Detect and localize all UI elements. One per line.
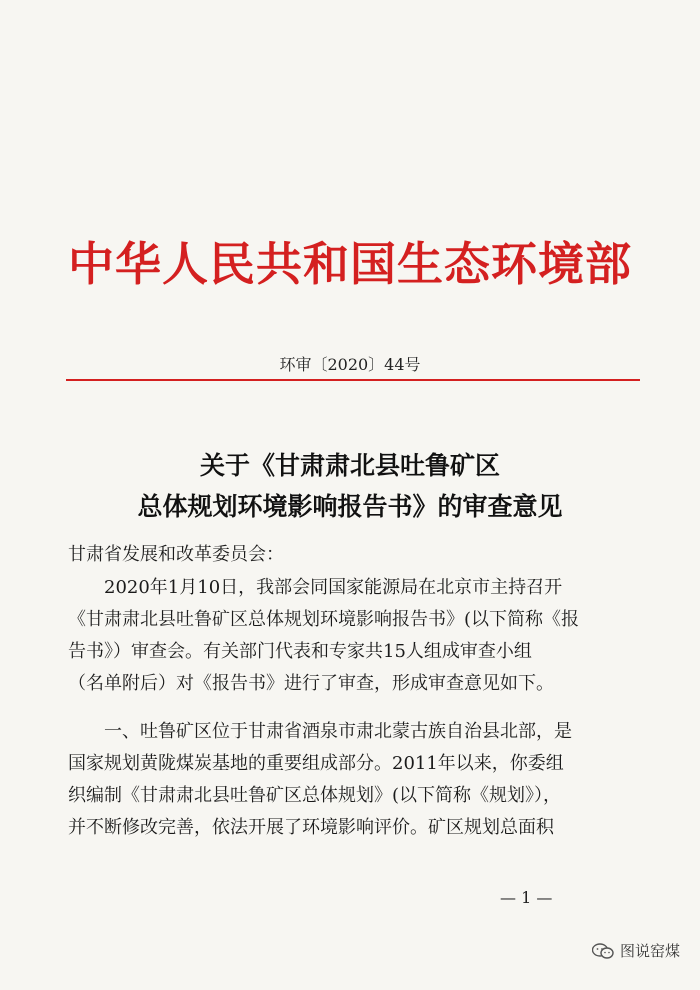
document-title-line2: 总体规划环境影响报告书》的审查意见 <box>137 492 563 521</box>
paragraph-1 <box>68 572 634 700</box>
paragraph-2-line: 国家规划黄陇煤炭基地的重要组成部分。2011年以来，你委组 <box>68 753 564 774</box>
paragraph-2-line: 织编制《甘肃肃北县吐鲁矿区总体规划》(以下简称《规划》）， <box>68 785 562 806</box>
document-number: 环审〔2020〕44号 <box>279 355 421 374</box>
paragraph-1-line: （名单附后）对《报告书》进行了审查，形成审查意见如下。 <box>68 673 554 694</box>
paragraph-1-line: 2020年1月10日，我部会同国家能源局在北京市主持召开 <box>104 577 563 598</box>
paragraph-1-line: 《甘肃肃北县吐鲁矿区总体规划环境影响报告书》(以下简称《报 <box>68 609 580 630</box>
page-number: — 1 — <box>500 888 553 907</box>
paragraph-2-line: 并不断修改完善，依法开展了环境影响评价。矿区规划总面积 <box>68 817 554 838</box>
salutation: 甘肃省发展和改革委员会： <box>68 544 284 565</box>
watermark <box>592 940 680 961</box>
letterhead: 中华人民共和国生态环境部 <box>68 237 632 291</box>
red-divider-line <box>66 379 640 381</box>
paragraph-2 <box>68 716 634 844</box>
document-title-line1: 关于《甘肃肃北县吐鲁矿区 <box>199 451 500 480</box>
wechat-icon <box>592 943 614 959</box>
watermark-text: 图说窑煤 <box>620 942 681 960</box>
paragraph-2-line: 一、吐鲁矿区位于甘肃省酒泉市肃北蒙古族自治县北部，是 <box>104 721 572 742</box>
paragraph-1-line: 告书》）审查会。有关部门代表和专家共15人组成审查小组 <box>68 641 532 662</box>
